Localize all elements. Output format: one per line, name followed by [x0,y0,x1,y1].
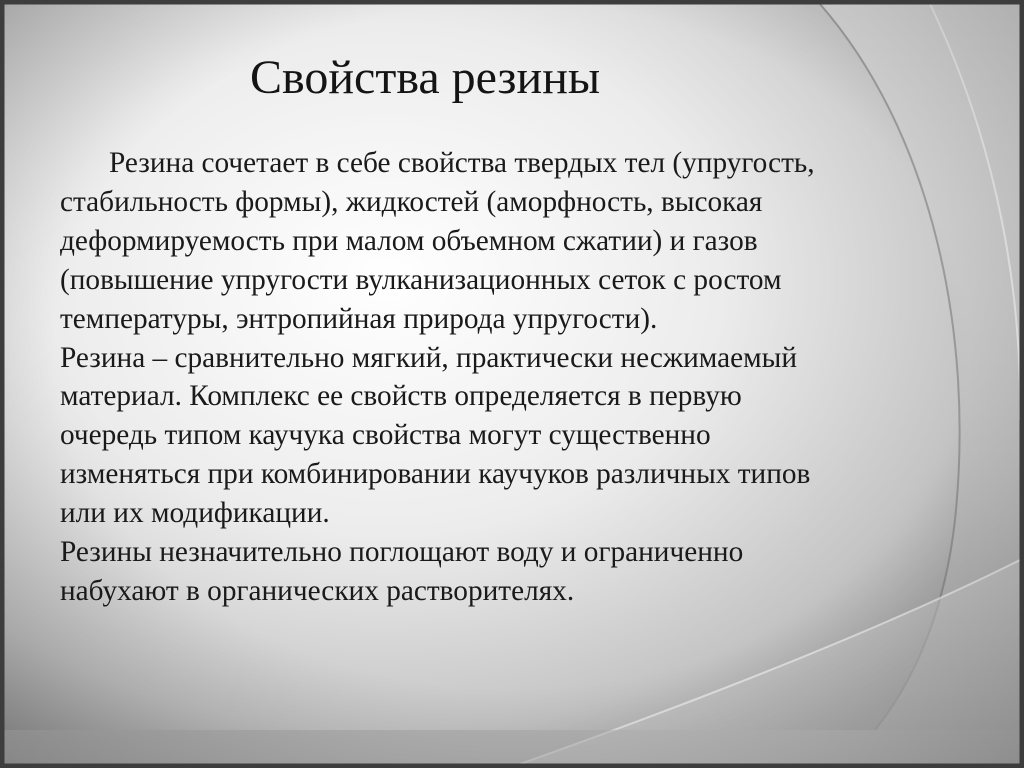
text-line: деформируемость при малом объемном сжатии) и газов [60,224,758,257]
text-line: (повышение упругости вулканизационных сеток с ростом [60,263,782,296]
text-line: набухают в органических растворителях. [60,574,575,607]
paragraph-2 [60,339,940,534]
paragraph-1 [60,144,940,339]
text-line: материал. Комплекс ее свойств определяется в первую [60,380,742,413]
slide-body [60,144,940,611]
slide-title: Свойства резины [250,51,601,104]
text-line: Резина – сравнительно мягкий, практически несжимаемый [60,341,797,374]
text-line: очередь типом каучука свойства могут существенно [60,419,711,452]
text-line: изменяться при комбинировании каучуков различных типов [60,458,811,491]
text-line: стабильность формы), жидкостей (аморфность, высокая [60,185,763,218]
paragraph-3 [60,533,940,611]
text-line: Резины незначительно поглощают воду и ограниченно [60,536,744,569]
text-line: Резина сочетает в себе свойства твердых тел (упругость, [109,147,815,179]
text-line: температуры, энтропийная природа упругости). [60,302,658,335]
text-line: или их модификации. [60,497,330,530]
